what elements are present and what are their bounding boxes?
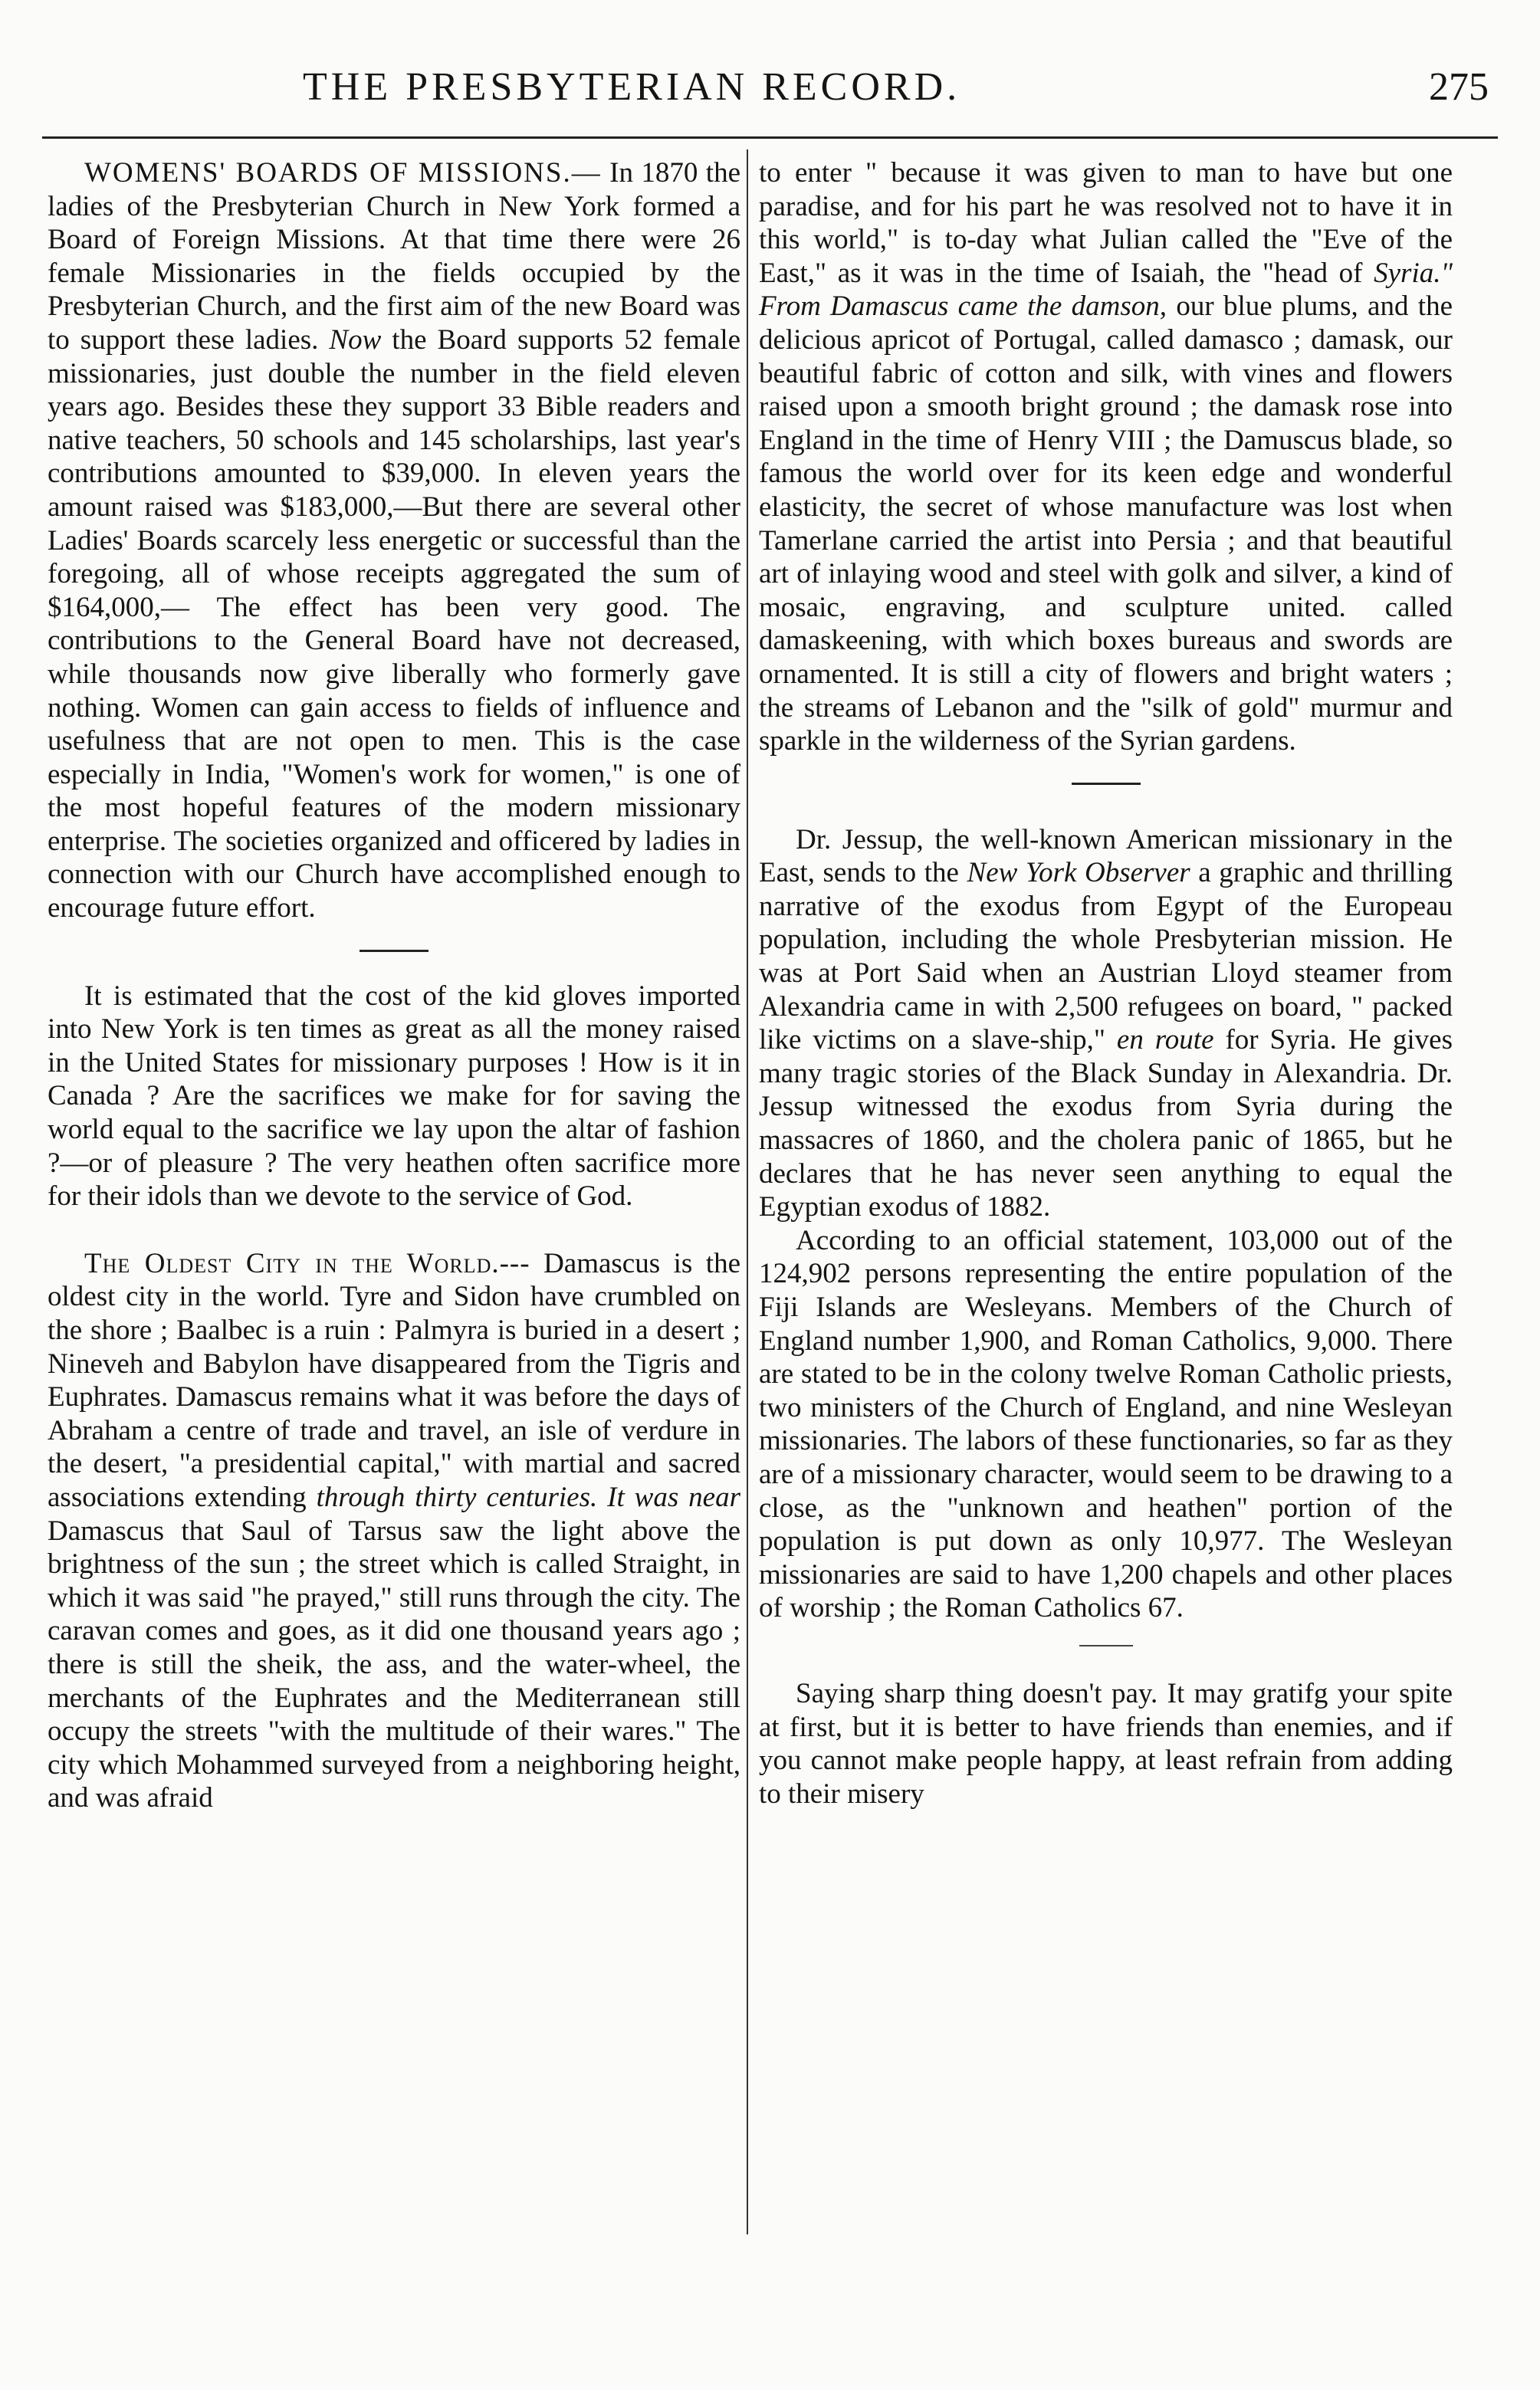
oldest-city-heading: The Oldest City in the World.--- bbox=[84, 1247, 530, 1279]
header-rule bbox=[42, 136, 1498, 139]
section-separator bbox=[360, 950, 429, 952]
fiji-text: According to an official statement, 103,000 out of the 124,902 persons representing the entire population of the Fiji Islands are Wesleyans. Members of the Church of England number 1,900, and Roman Catholics, 9,000. There are stated to be in the colony twelve Roman Catholic priests, two ministers of the Church of England, and nine Wesleyan missionaries. The labors of these functionaries, so far as they are of a missionary character, would seem to be drawing to a close, as the "unknown and heathen" portion of the population is put down as only 10,977. The Wesleyan missionaries are said to have 1,200 chapels and other places of worship ; the Roman Catholics 67. bbox=[759, 1224, 1453, 1624]
womens-boards-text-2: the Board supports 52 female missionaries, just double the number in the field eleven years ago. Besides these they support 33 Bible readers and native teachers, 50 schools and 145 scholarships, last year's contributions amounted to $39,000. In eleven years the amount raised was $183,000,—But there are several other Ladies' Boards scarcely less energetic or successful than the foregoing, all of whose receipts aggregated the sum of $164,000,— The effect has been very good. The contributions to the General Board have not decreased, while thousands now give liberally who formerly gave nothing. Women can gain access to fields of influence and usefulness that are not open to men. This is the case especially in India, "Women's work for women," is one of the most hopeful features of the modern missionary enterprise. The societies organized and officered by ladies in connection with our Church have accomplished enough to encourage future effort. bbox=[48, 323, 741, 924]
jessup-italic-paper: New York Observer bbox=[967, 857, 1190, 889]
left-column bbox=[48, 146, 740, 1815]
page-number: 275 bbox=[1429, 65, 1489, 109]
oldest-city-cont-italic: Syria." From Damascus came the damson, bbox=[759, 257, 1453, 323]
oldest-city-text-2: Damascus that Saul of Tarsus saw the light above the brightness of the sun ; the street which is called Straight, in which it was said "he prayed," still runs through the city. The caravan comes and goes, as it did one thousand years ago ; there is still the sheik, the ass, and the water-wheel, the merchants of the Euphrates and the Mediterranean still occupy the streets "with the multitude of their wares." The city which Mohammed surveyed from a neighboring height, and was afraid bbox=[48, 1515, 740, 1814]
sharp-things-text: Saying sharp thing doesn't pay. It may gratifg your spite at first, but it is better to have friends than enemies, and if you cannot make people happy, at least refrain from adding to their misery bbox=[759, 1677, 1453, 1810]
womens-boards-article bbox=[48, 156, 740, 925]
jessup-text-1: Dr. Jessup, the well-known American missionary in the East, sends to the bbox=[759, 823, 1453, 889]
oldest-city-italic: through thirty centuries. It was near bbox=[316, 1481, 741, 1513]
sharp-things-article bbox=[759, 1677, 1453, 1811]
jessup-text-3: for Syria. He gives many tragic stories of the Black Sunday in Alexandria. Dr. Jessup witnessed the exodus from Syria during the massacres of 1860, and the cholera panic of 1865, but he declares that he has never seen anything to equal the Egyptian exodus of 1882. bbox=[759, 1024, 1453, 1223]
jessup-article bbox=[759, 823, 1453, 1224]
womens-boards-italic-now: Now bbox=[329, 323, 382, 356]
womens-boards-text-1: In 1870 the ladies of the Presbyterian Church in New York formed a Board of Foreign Missions. At that time there were 26 female Missionaries in the fields occupied by the Presbyterian Church, and the first aim of the new Board was to support these ladies. bbox=[48, 157, 740, 356]
section-separator bbox=[1072, 783, 1141, 785]
kid-gloves-text: It is estimated that the cost of the kid gloves imported into New York is ten times as great as all the money raised in the United States for missionary purposes ! How is it in Canada ? Are the sacrifices we make for for saving the world equal to the sacrifice we lay upon the altar of fashion ?—or of pleasure ? The very heathen often sacrifice more for their idols than we devote to the service of God. bbox=[48, 980, 740, 1213]
oldest-city-article bbox=[48, 1247, 740, 1815]
section-separator bbox=[1079, 1645, 1133, 1646]
page-header bbox=[42, 54, 1498, 123]
right-column bbox=[759, 146, 1453, 1811]
womens-boards-heading: WOMENS' BOARDS OF MISSIONS.— bbox=[84, 157, 602, 189]
column-divider bbox=[747, 149, 748, 2234]
jessup-text-2: a graphic and thrilling narrative of the exodus from Egypt of the Europeau population, including the whole Presbyterian mission. He was at Port Said when an Austrian Lloyd steamer from Alexandria came in with 2,500 refugees on board, " packed like victims on a slave-ship," bbox=[759, 857, 1453, 1056]
fiji-article bbox=[759, 1224, 1453, 1625]
oldest-city-cont-text-1: to enter " because it was given to man to have but one paradise, and for his part he was resolved not to have it in this world," is to-day what Julian called the "Eve of the East," as it was in the time of Isaiah, the "head of bbox=[759, 157, 1453, 289]
oldest-city-text-1: Damascus is the oldest city in the world. Tyre and Sidon have crumbled on the shore ; Baalbec is a ruin : Palmyra is buried in a desert ; Nineveh and Babylon have disappeared from the Tigris and Euphrates. Damascus remains what it was before the days of Abraham a centre of trade and travel, an isle of verdure in the desert, "a presidential capital," with martial and sacred associations extending bbox=[48, 1247, 741, 1513]
running-title: THE PRESBYTERIAN RECORD. bbox=[303, 65, 961, 109]
oldest-city-continued bbox=[759, 156, 1453, 758]
kid-gloves-article bbox=[48, 980, 740, 1213]
oldest-city-cont-text-2: our blue plums, and the delicious apricot of Portugal, called damasco ; damask, our beautiful fabric of cotton and silk, with vines and flowers raised upon a smooth bright ground ; the damask rose into England in the time of Henry VIII ; the Damuscus blade, so famous the world over for its keen edge and wonderful elasticity, the secret of whose manufacture was lost when Tamerlane carried the artist into Persia ; and that beautiful art of inlaying wood and steel with golk and silver, a kind of mosaic, engraving, and sculpture united. called damaskeening, with which boxes bureaus and swords are ornamented. It is still a city of flowers and bright waters ; the streams of Lebanon and the "silk of gold" murmur and sparkle in the wilderness of the Syrian gardens. bbox=[759, 291, 1453, 757]
jessup-italic-en-route: en route bbox=[1116, 1024, 1214, 1056]
